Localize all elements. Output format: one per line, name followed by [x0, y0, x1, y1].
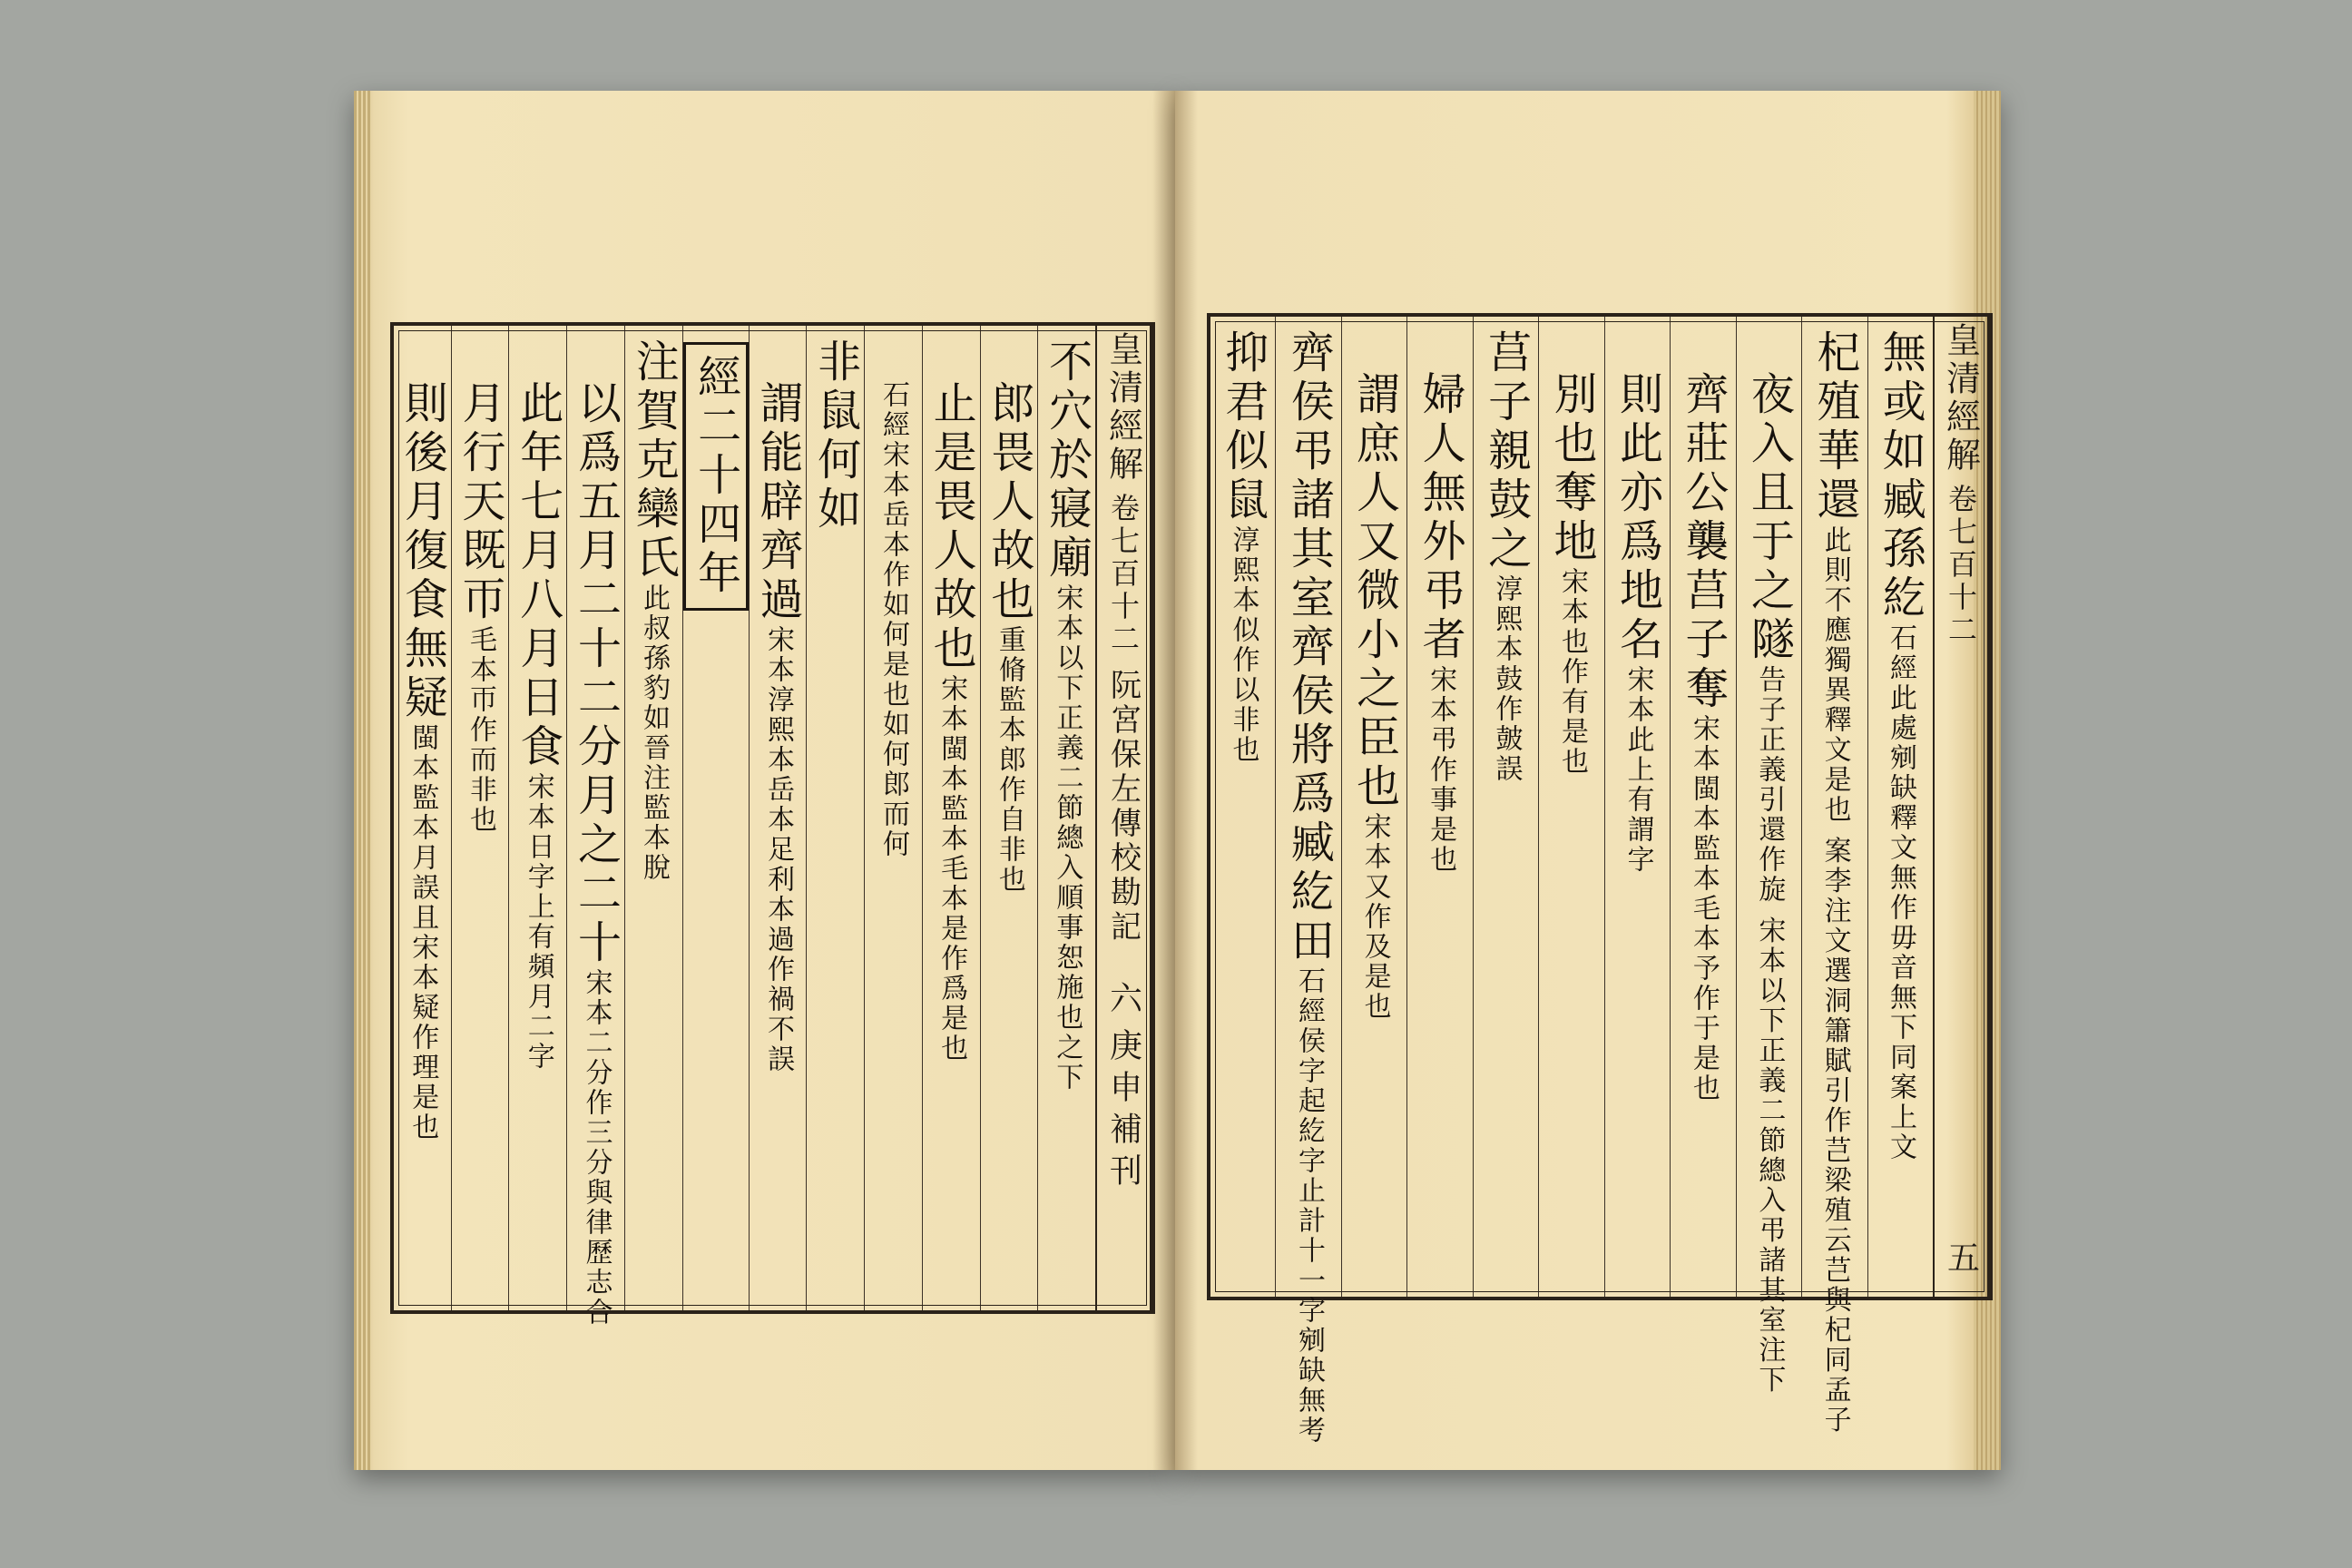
- right-text-columns: [1210, 317, 1933, 1446]
- left-center-author: 阮宮保左傳校勘記: [1104, 669, 1142, 945]
- left-center-footer-num: 六: [1104, 981, 1142, 1023]
- text-column: 止是畏人故也宋本閩本監本毛本是作爲是也: [922, 326, 980, 1310]
- right-page: [1175, 91, 2001, 1470]
- left-center-strip: [1095, 326, 1152, 1310]
- text-column: 婦人無外弔者宋本弔作事是也: [1406, 317, 1472, 1297]
- left-center-footer-tag: 庚申補刊: [1104, 1028, 1142, 1195]
- text-column: 別也奪地宋本也作有是也: [1538, 317, 1603, 1297]
- open-book: [354, 91, 2001, 1470]
- left-page: [354, 91, 1175, 1470]
- right-center-footer-num: 五: [1942, 1240, 1980, 1282]
- right-center-subtitle: 卷七百十二: [1944, 484, 1978, 647]
- text-column: 月行天既帀毛本帀作而非也: [451, 326, 509, 1310]
- text-column: 注賀克欒氏 此叔孫豹如晉注監本脫: [624, 326, 682, 1310]
- text-column: 齊莊公襲莒子奪宋本閩本監本毛本予作于是也: [1670, 317, 1735, 1297]
- right-center-strip: [1933, 317, 1989, 1297]
- text-column: [682, 326, 749, 1310]
- text-column: 抑君似鼠 淳熙本似作以非也: [1217, 329, 1269, 765]
- text-column: 夜入且于之隧告子正義引還作旋 宋本以下正義二節總入弔諸其室注下: [1736, 317, 1801, 1297]
- left-center-subtitle: 卷七百十二: [1106, 493, 1141, 656]
- left-page-frame: [390, 322, 1155, 1328]
- text-column: 此年七月八月日食宋本日字上有頻月二字: [508, 326, 566, 1310]
- text-column: 以爲五月二十二分月之二十宋本二分作三分與律歷志合: [566, 326, 624, 1310]
- text-column: 石經宋本岳本作如何是也如何郎而何: [864, 326, 922, 1310]
- text-column: 齊侯弔諸其室齊侯將爲臧紇田 石經侯字起紇字止計十一字剜缺無考: [1275, 317, 1340, 1297]
- text-column: 則後月復食無疑閩本監本月誤且宋本疑作理是也: [397, 380, 448, 1142]
- text-column: 郎畏人故也重脩監本郎作自非也: [980, 326, 1038, 1310]
- text-column: 非鼠何如: [806, 326, 864, 1310]
- left-center-title: 皇清經解: [1102, 331, 1143, 484]
- left-text-columns: [394, 326, 1095, 1328]
- text-column: 莒子親鼓之 淳熙本鼓作皷誤: [1473, 317, 1538, 1297]
- text-column: 不穴於寢廟 宋本以下正義二節總入順事恕施也之下: [1037, 326, 1095, 1310]
- year-heading-box: 經二十四年: [683, 342, 749, 611]
- text-column: 無或如臧孫紇 石經此處剜缺釋文無作毋音無下同案上文: [1867, 317, 1933, 1297]
- text-column: 謂庶人又微小之臣也宋本又作及是也: [1341, 317, 1406, 1297]
- text-column: 謂能辟齊過宋本淳熙本岳本足利本過作禍不誤: [749, 326, 807, 1310]
- text-column: 杞殖華還 此則不應獨異釋文是也 案李注文選洞簫賦引作芑梁殖云芑與杞同孟子: [1801, 317, 1867, 1297]
- left-page-edge: [354, 91, 370, 1470]
- text-column: 則此亦爲地名宋本此上有謂字: [1604, 317, 1670, 1297]
- right-center-title: 皇清經解: [1940, 322, 1981, 475]
- right-page-frame: [1207, 313, 1993, 1446]
